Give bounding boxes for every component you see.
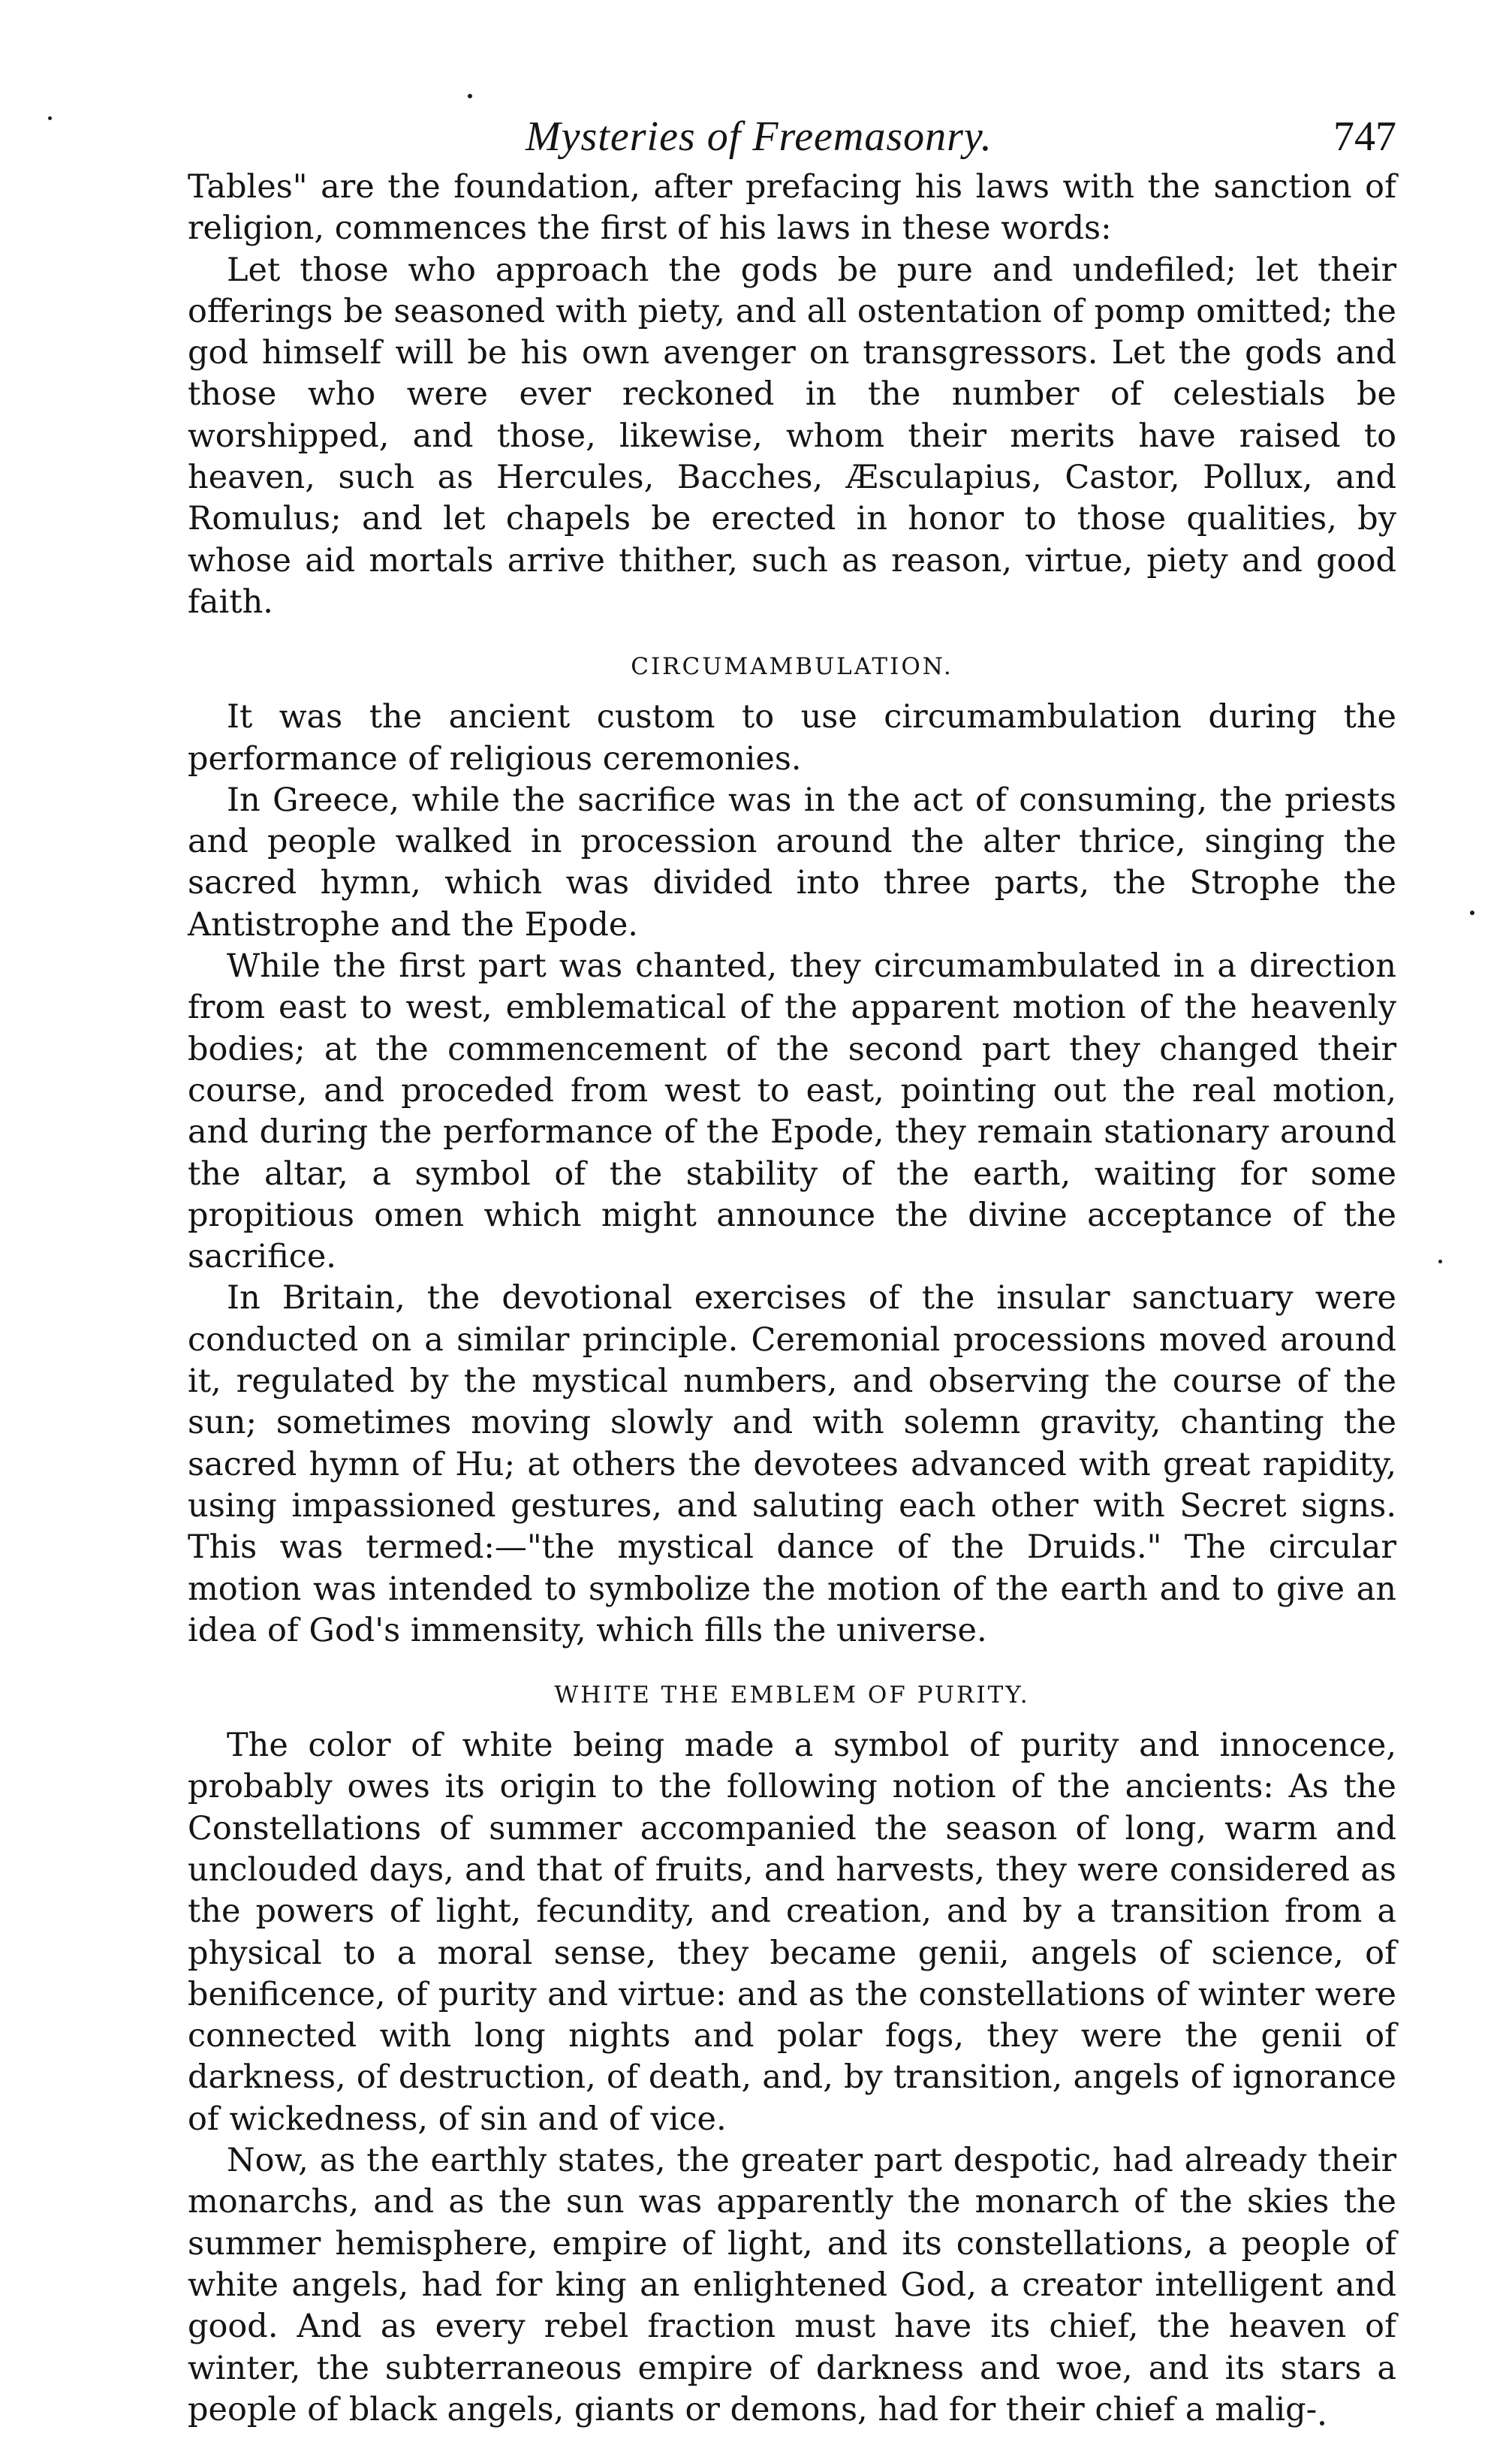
running-title: Mysteries of Freemasonry. bbox=[526, 113, 992, 160]
paragraph: In Greece, while the sacrifice was in the act of consuming, the priests and people walked in procession around the alter thrice, singing the sacred hymn, which was divided into three parts, the Strophe the Antistrophe and the Epode. bbox=[188, 781, 1396, 944]
page-body bbox=[188, 167, 1396, 2431]
print-speck bbox=[468, 94, 472, 98]
book-page bbox=[188, 113, 1396, 2431]
paragraph: Now, as the earthly states, the greater part despotic, had already their monarchs, and as the sun was apparently the monarch of the skies the summer hemisphere, empire of light, and its constellations, a people of white angels, had for king an enlightened God, a creator intelligent and good. And as every rebel fraction must have its chief, the heaven of winter, the subterraneous empire of darkness and woe, and its stars a people of black angels, giants or demons, had for their chief a malig- bbox=[188, 2142, 1396, 2428]
paragraph: The color of white being made a symbol of purity and innocence, probably owes its origin to the following notion of the ancients: As the Constellations of summer accompanied the season of long, warm and unclouded days, and that of fruits, and harvests, they were considered as the powers of light, fecundity, and creation, and by a transition from a physical to a moral sense, they became genii, angels of science, of benificence, of purity and virtue: and as the constellations of winter were connected with long nights and polar fogs, they were the genii of darkness, of destruction, of death, and, by transition, angels of ignorance of wickedness, of sin and of vice. bbox=[188, 1727, 1396, 2138]
page-number: 747 bbox=[1333, 113, 1396, 160]
print-speck bbox=[1470, 911, 1474, 915]
paragraph: While the first part was chanted, they circumambulated in a direction from east to west, emblematical of the apparent motion of the heavenly bodies; at the commencement of the second part they changed their course, and proceded from west to east, pointing out the real motion, and during the performance of the Epode, they remain stationary around the altar, a symbol of the stability of the earth, waiting for some propitious omen which might announce the divine acceptance of the sacrifice. bbox=[188, 947, 1396, 1276]
paragraph: Let those who approach the gods be pure and undefiled; let their offerings be seasoned with piety, and all ostentation of pomp omitted; the god himself will be his own avenger on transgressors. Let the gods and those who were ever reckoned in the number of celestials be worshipped, and those, likewise, whom their merits have raised to heaven, such as Hercules, Bacches, Æsculapius, Castor, Pollux, and Romulus; and let chapels be erected in honor to those qualities, by whose aid mortals arrive thither, such as reason, virtue, piety and good faith. bbox=[188, 251, 1396, 621]
section-continuation bbox=[188, 167, 1396, 623]
paragraph: Tables" are the foundation, after prefacing his laws with the sanction of religion, commences the first of his laws in these words: bbox=[188, 168, 1396, 248]
print-speck bbox=[1438, 1260, 1442, 1263]
section-circumambulation bbox=[188, 652, 1396, 1652]
running-head bbox=[188, 113, 1396, 167]
section-heading: CIRCUMAMBULATION. bbox=[631, 653, 953, 681]
paragraph: It was the ancient custom to use circumambulation during the performance of religious ceremonies. bbox=[188, 698, 1396, 778]
print-speck bbox=[48, 116, 52, 120]
paragraph: In Britain, the devotional exercises of the insular sanctuary were conducted on a similar principle. Ceremonial processions moved around it, regulated by the mystical numbers, and observing the course of the sun; sometimes moving slowly and with solemn gravity, chanting the sacred hymn of Hu; at others the devotees advanced with great rapidity, using impassioned gestures, and saluting each other with Secret signs. This was termed:—"the mystical dance of the Druids." The circular motion was intended to symbolize the motion of the earth and to give an idea of God's immensity, which fills the universe. bbox=[188, 1279, 1396, 1649]
section-heading: WHITE THE EMBLEM OF PURITY. bbox=[554, 1682, 1030, 1709]
section-white-emblem bbox=[188, 1680, 1396, 2431]
